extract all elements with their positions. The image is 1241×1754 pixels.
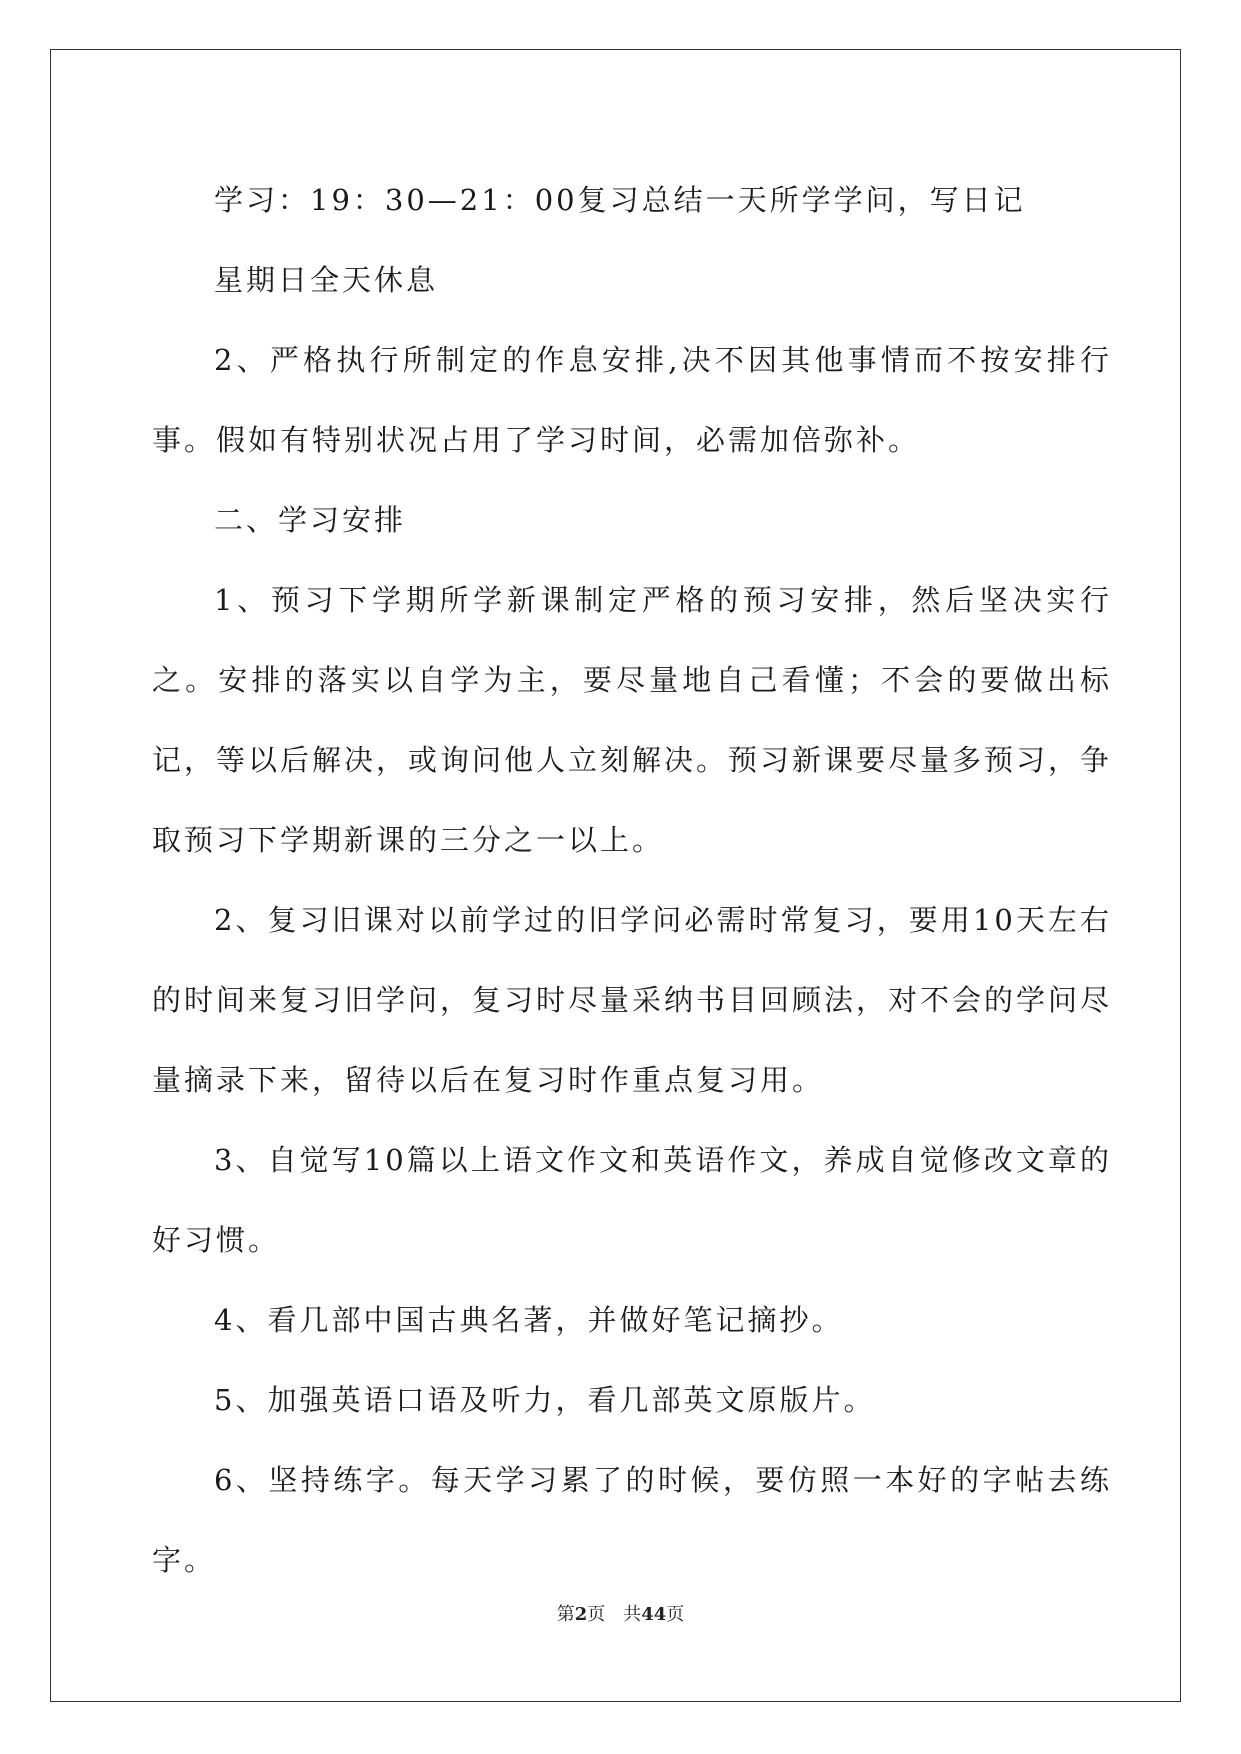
paragraph-sunday-rest: 星期日全天休息 bbox=[214, 263, 439, 297]
footer-total-prefix: 共 bbox=[623, 1604, 642, 1625]
footer-page-suffix: 页 bbox=[587, 1604, 606, 1625]
paragraph-review: 2、复习旧课对以前学过的旧学问必需时常复习，要用10天左右的时间来复习旧学问，复习时尽量采纳书目回顾法，对不会的学问尽量摘录下来，留待以后在复习时作重点复习用。 bbox=[152, 903, 1113, 1097]
footer-prefix: 第 bbox=[556, 1604, 575, 1625]
paragraph-preview: 1、预习下学期所学新课制定严格的预习安排，然后坚决实行之。安排的落实以自学为主，要尽量地自己看懂；不会的要做出标记，等以后解决，或询问他人立刻解决。预习新课要尽量多预习，争取预习下学期新课的三分之一以上。 bbox=[152, 583, 1113, 857]
section-heading-study-plan: 二、学习安排 bbox=[214, 503, 407, 537]
paragraph-strict-schedule: 2、严格执行所制定的作息安排,决不因其他事情而不按安排行事。假如有特别状况占用了学习时间，必需加倍弥补。 bbox=[152, 343, 1112, 457]
total-page-number: 44 bbox=[641, 1604, 667, 1625]
paragraph-classics: 4、看几部中国古典名著，并做好笔记摘抄。 bbox=[214, 1303, 844, 1337]
page-footer bbox=[0, 1600, 1241, 1626]
paragraph-calligraphy: 6、坚持练字。每天学习累了的时候，要仿照一本好的字帖去练字。 bbox=[152, 1463, 1112, 1577]
paragraph-study-evening: 学习：19：30—21：00复习总结一天所学学问，写日记 bbox=[214, 183, 1026, 217]
current-page-number: 2 bbox=[574, 1604, 588, 1625]
footer-total-suffix: 页 bbox=[666, 1604, 685, 1625]
paragraph-writing: 3、自觉写10篇以上语文作文和英语作文，养成自觉修改文章的好习惯。 bbox=[152, 1143, 1112, 1257]
document-body bbox=[152, 160, 1112, 1600]
paragraph-english: 5、加强英语口语及听力，看几部英文原版片。 bbox=[214, 1383, 876, 1417]
